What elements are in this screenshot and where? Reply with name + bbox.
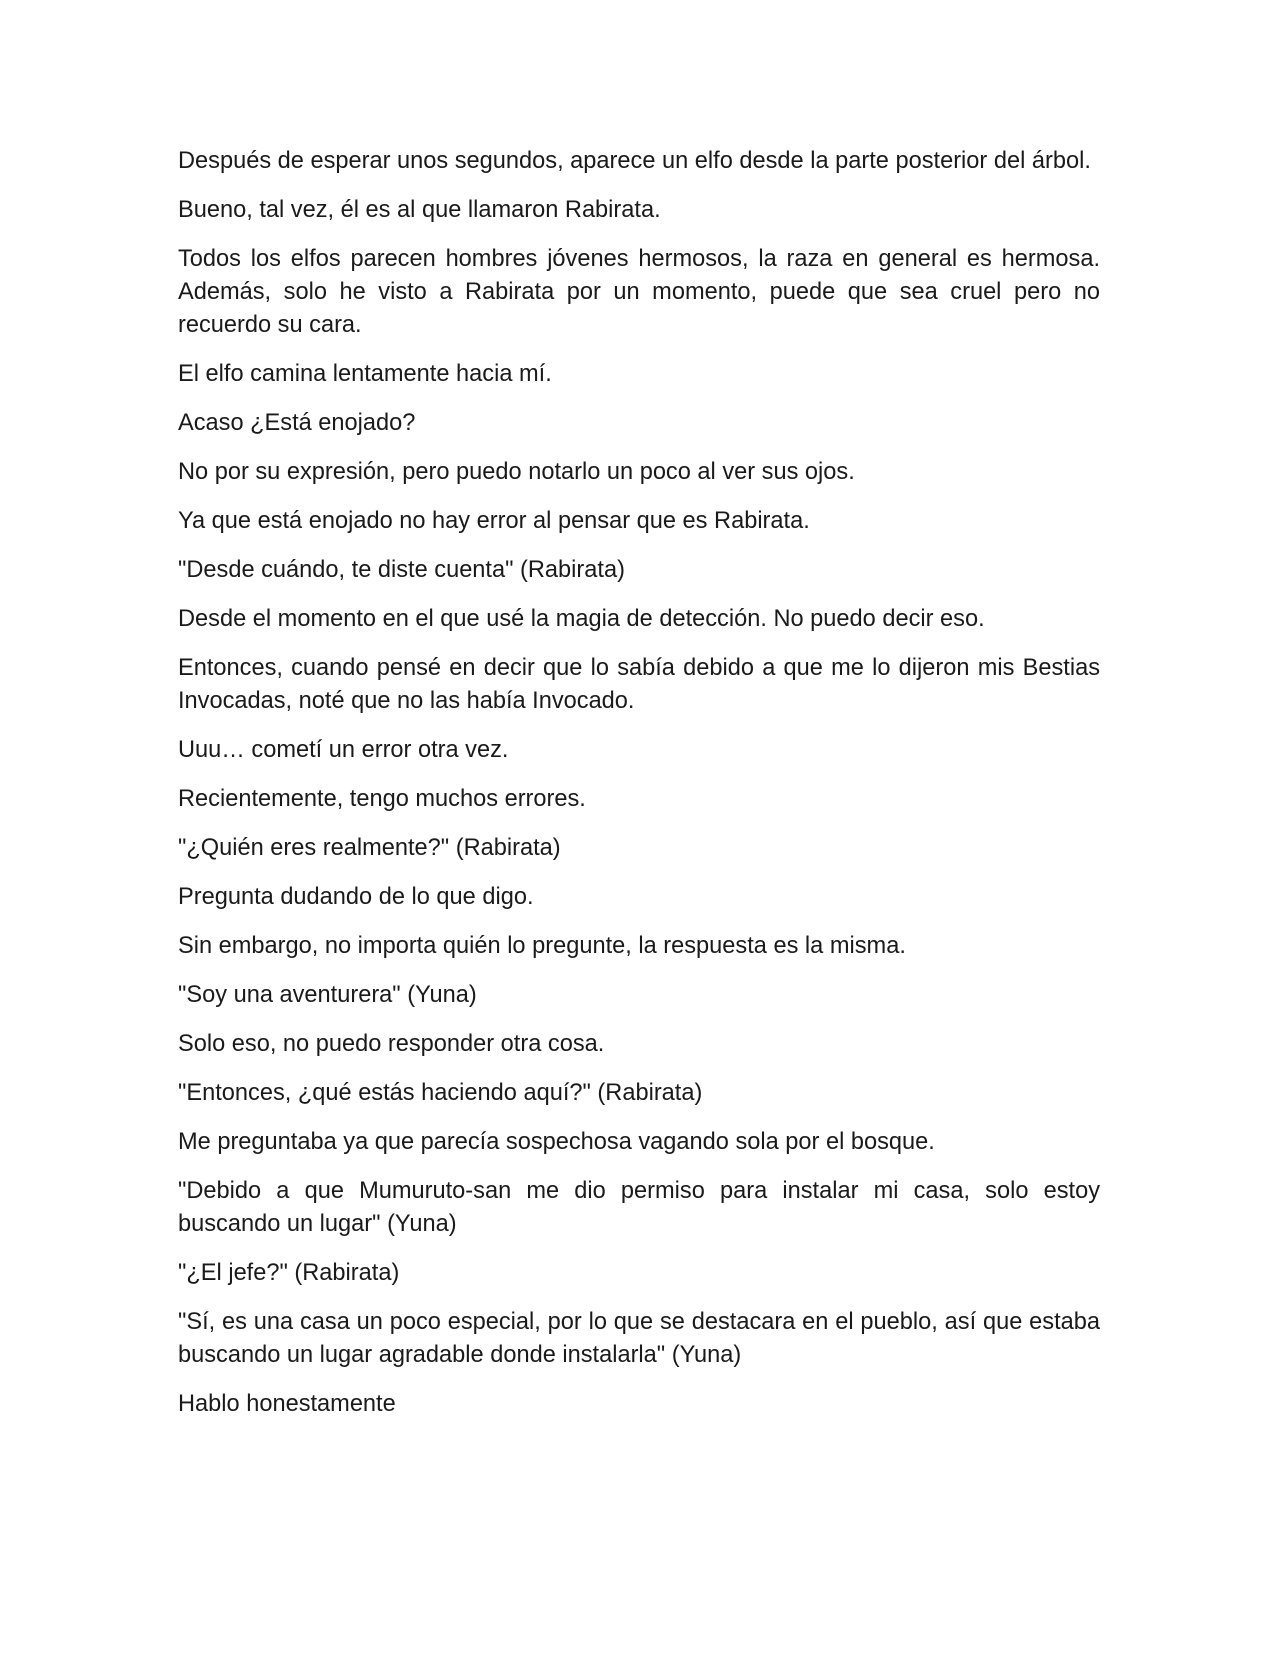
paragraph: El elfo camina lentamente hacia mí. — [178, 361, 552, 387]
dialogue-line: "¿Quién eres realmente?" (Rabirata) — [178, 835, 561, 861]
dialogue-line: "Entonces, ¿qué estás haciendo aquí?" (Rabirata) — [178, 1080, 703, 1106]
paragraph: Uuu… cometí un error otra vez. — [178, 737, 509, 763]
paragraph: Desde el momento en el que usé la magia de detección. No puedo decir eso. — [178, 606, 985, 632]
paragraph: Acaso ¿Está enojado? — [178, 410, 416, 436]
paragraph: Pregunta dudando de lo que digo. — [178, 884, 534, 910]
paragraph: Me preguntaba ya que parecía sospechosa vagando sola por el bosque. — [178, 1129, 935, 1155]
dialogue-line: "Sí, es una casa un poco especial, por lo que se destacara en el pueblo, así que estaba buscando un lugar agradable donde instalarla" (Yuna) — [178, 1309, 1100, 1368]
dialogue-line: "Soy una aventurera" (Yuna) — [178, 982, 477, 1008]
paragraph: Después de esperar unos segundos, aparece un elfo desde la parte posterior del árbol. — [178, 148, 1091, 174]
paragraph: No por su expresión, pero puedo notarlo un poco al ver sus ojos. — [178, 459, 855, 485]
dialogue-line: "¿El jefe?" (Rabirata) — [178, 1260, 400, 1286]
paragraph: Ya que está enojado no hay error al pensar que es Rabirata. — [178, 508, 810, 534]
paragraph: Solo eso, no puedo responder otra cosa. — [178, 1031, 605, 1057]
paragraph: Hablo honestamente — [178, 1391, 396, 1417]
paragraph: Todos los elfos parecen hombres jóvenes hermosos, la raza en general es hermosa. Además, solo he visto a Rabirata por un momento, puede que sea cruel pero no recuerdo su cara. — [178, 246, 1100, 338]
dialogue-line: "Debido a que Mumuruto-san me dio permiso para instalar mi casa, solo estoy buscando un lugar" (Yuna) — [178, 1178, 1100, 1237]
paragraph: Recientemente, tengo muchos errores. — [178, 786, 586, 812]
paragraph: Sin embargo, no importa quién lo pregunte, la respuesta es la misma. — [178, 933, 906, 959]
paragraph: Bueno, tal vez, él es al que llamaron Rabirata. — [178, 197, 661, 223]
dialogue-line: "Desde cuándo, te diste cuenta" (Rabirata) — [178, 557, 625, 583]
document-body — [178, 145, 1100, 1437]
paragraph: Entonces, cuando pensé en decir que lo sabía debido a que me lo dijeron mis Bestias Invocadas, noté que no las había Invocado. — [178, 655, 1100, 714]
